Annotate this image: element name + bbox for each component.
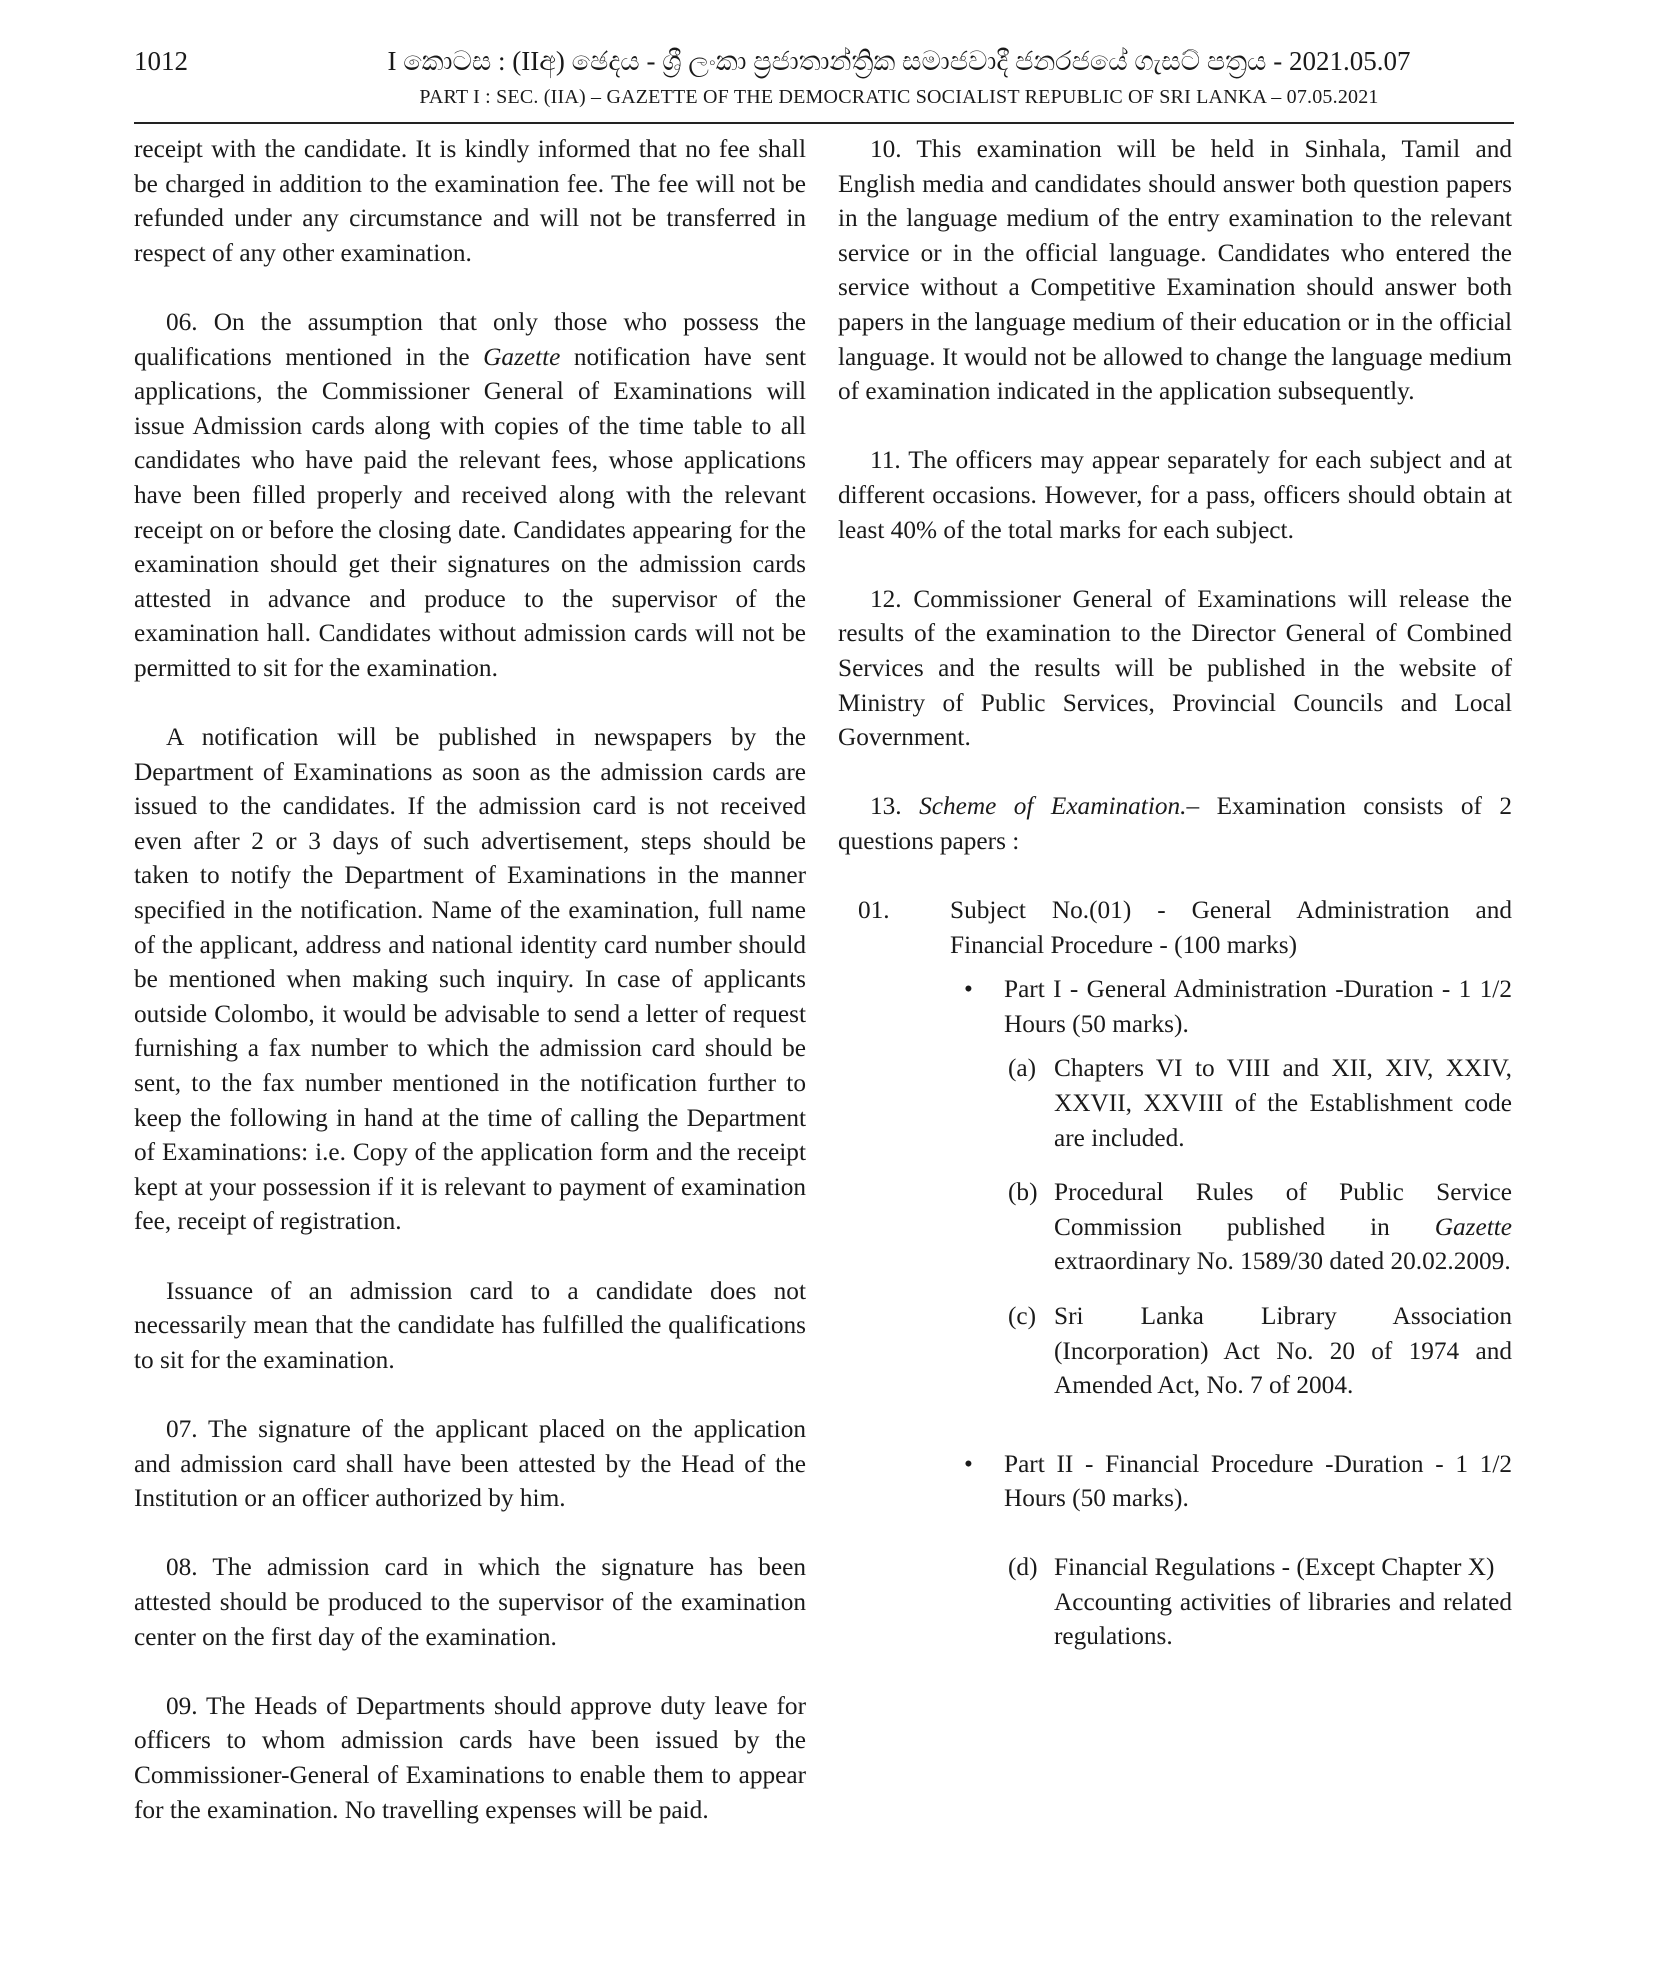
clause-d-label: (d): [1008, 1552, 1038, 1581]
spacer: [838, 1526, 1512, 1550]
clause-c-label: (c): [1008, 1302, 1037, 1330]
clause-b-text-2: extraordinary No. 1589/30 dated 20.02.2009.: [1054, 1247, 1511, 1276]
paragraph-08: 08. The admission card in which the signature has been attested should be produced to the supervisor of the examination center on the first day of the examination.: [134, 1553, 806, 1651]
clause-c-text: Sri Lanka Library Association (Incorporation) Act No. 20 of 1974 and Amended Act, No. 7 of 2004.: [1054, 1302, 1512, 1400]
bullet-icon: •: [964, 1449, 973, 1478]
paragraph-13-number: 13.: [870, 792, 920, 821]
clause-a-label: (a): [1008, 1054, 1037, 1083]
gazette-title-english: PART I : SEC. (IIA) – GAZETTE OF THE DEMOCRATIC SOCIALIST REPUBLIC OF SRI LANKA – 07.05.2021: [419, 86, 1379, 108]
paragraph-13-text: – Examination consists of 2 questions papers :: [838, 792, 1512, 855]
paragraph-09: 09. The Heads of Departments should approve duty leave for officers to whom admission cards have been issued by the Commissioner-General of Examinations to enable them to appear for the examination. No travelling expenses will be paid.: [134, 1691, 806, 1824]
paragraph-12: 12. Commissioner General of Examinations will release the results of the examination to the Director General of Combined Services and the results will be published in the website of Ministry of Public Services, Provincial Councils and Local Government.: [838, 584, 1512, 752]
clause-b-label: (b): [1008, 1178, 1038, 1207]
clause-c: [1008, 1299, 1512, 1403]
clause-b: [1008, 1175, 1512, 1279]
paragraph-06-part-2: notification have sent applications, the Commissioner General of Examinations will issue Admission cards along with copies of the time table to all candidates who have paid the relevant fees, whose applications have been filled properly and received along with the relevant receipt on or before the closing date. Candidates appearing for the examination should get their signatures on the admission cards attested in advance and produce to the supervisor of the examination hall. Candidates without admission cards will not be permitted to sit for the examination.: [134, 342, 806, 682]
clause-a-text: Chapters VI to VIII and XII, XIV, XXIV, XXVII, XXVIII of the Establishment code are included.: [1054, 1054, 1512, 1152]
part-1-item: [964, 972, 1512, 1041]
part-2-text: Part II - Financial Procedure -Duration - 1 1/2 Hours (50 marks).: [1004, 1449, 1512, 1513]
paragraph-fee-continuation: receipt with the candidate. It is kindly informed that no fee shall be charged in addition to the examination fee. The fee will not be refunded under any circumstance and will not be transferred in respect of any other examination.: [134, 135, 806, 267]
clause-b-text-1: Procedural Rules of Public Service Commission published in: [1054, 1178, 1512, 1241]
page-number: 1012: [134, 46, 188, 76]
paragraph-10: 10. This examination will be held in Sinhala, Tamil and English media and candidates should answer both question papers in the language medium of the entry examination to the relevant service or in the official language. Candidates who entered the service without a Competitive Examination should answer both papers in the language medium of their education or in the official language. It would not be allowed to change the language medium of examination indicated in the application subsequently.: [838, 135, 1512, 406]
clause-a: [1008, 1051, 1512, 1155]
left-column: [134, 132, 806, 1862]
subject-item: [858, 893, 1512, 962]
spacer: [838, 1423, 1512, 1447]
part-1-text: Part I - General Administration -Duration - 1 1/2 Hours (50 marks).: [1004, 975, 1512, 1038]
clause-d: [1008, 1550, 1512, 1654]
subject-number: 01.: [858, 896, 890, 925]
gazette-title-sinhala: I කොටස : (IIඅ) ඡෙදය - ශ්‍රී ලංකා ප්‍රජාතාන්ත්‍රික සමාජවාදී ජනරජයේ ගැසට් පත්‍රය - 2021.05.07: [387, 46, 1411, 76]
paragraph-notification: A notification will be published in newspapers by the Department of Examinations as soon as the admission cards are issued to the candidates. If the admission card is not received even after 2 or 3 days of such advertisement, steps should be taken to notify the Department of Examinations in the manner specified in the notification. Name of the examination, full name of the applicant, address and national identity card number should be mentioned when making such inquiry. In case of applicants outside Colombo, it would be advisable to send a letter of request furnishing a fax number to which the admission card should be sent, to the fax number mentioned in the notification further to keep the following in hand at the time of calling the Department of Examinations: i.e. Copy of the application form and the receipt kept at your possession if it is relevant to payment of examination fee, receipt of registration.: [134, 723, 806, 1236]
paragraph-11: 11. The officers may appear separately for each subject and at different occasions. However, for a pass, officers should obtain at least 40% of the total marks for each subject.: [838, 446, 1512, 544]
clause-d-text-1: Financial Regulations - (Except Chapter X): [1054, 1552, 1495, 1581]
clause-b-gazette-italic: Gazette: [1434, 1212, 1512, 1241]
subject-text: Subject No.(01) - General Administration and Financial Procedure - (100 marks): [950, 896, 1512, 959]
clause-d-text-2: Accounting activities of libraries and related regulations.: [1054, 1587, 1512, 1651]
part-2-item: [964, 1447, 1512, 1516]
paragraph-07: 07. The signature of the applicant placed on the application and admission card shall have been attested by the Head of the Institution or an officer authorized by him.: [134, 1414, 806, 1513]
page-header: [134, 46, 1514, 124]
paragraph-06: [134, 305, 806, 686]
bullet-icon: •: [964, 975, 973, 1004]
gazette-italic: Gazette: [483, 342, 561, 371]
right-column: [838, 132, 1512, 1674]
paragraph-06-part-1: 06. On the assumption that only those who possess the qualifications mentioned in the: [134, 307, 806, 371]
paragraph-13: [838, 789, 1512, 858]
paragraph-issuance: Issuance of an admission card to a candidate does not necessarily mean that the candidate has fulfilled the qualifications to sit for the examination.: [134, 1276, 806, 1374]
scheme-of-examination-italic: Scheme of Examination.: [919, 792, 1187, 821]
